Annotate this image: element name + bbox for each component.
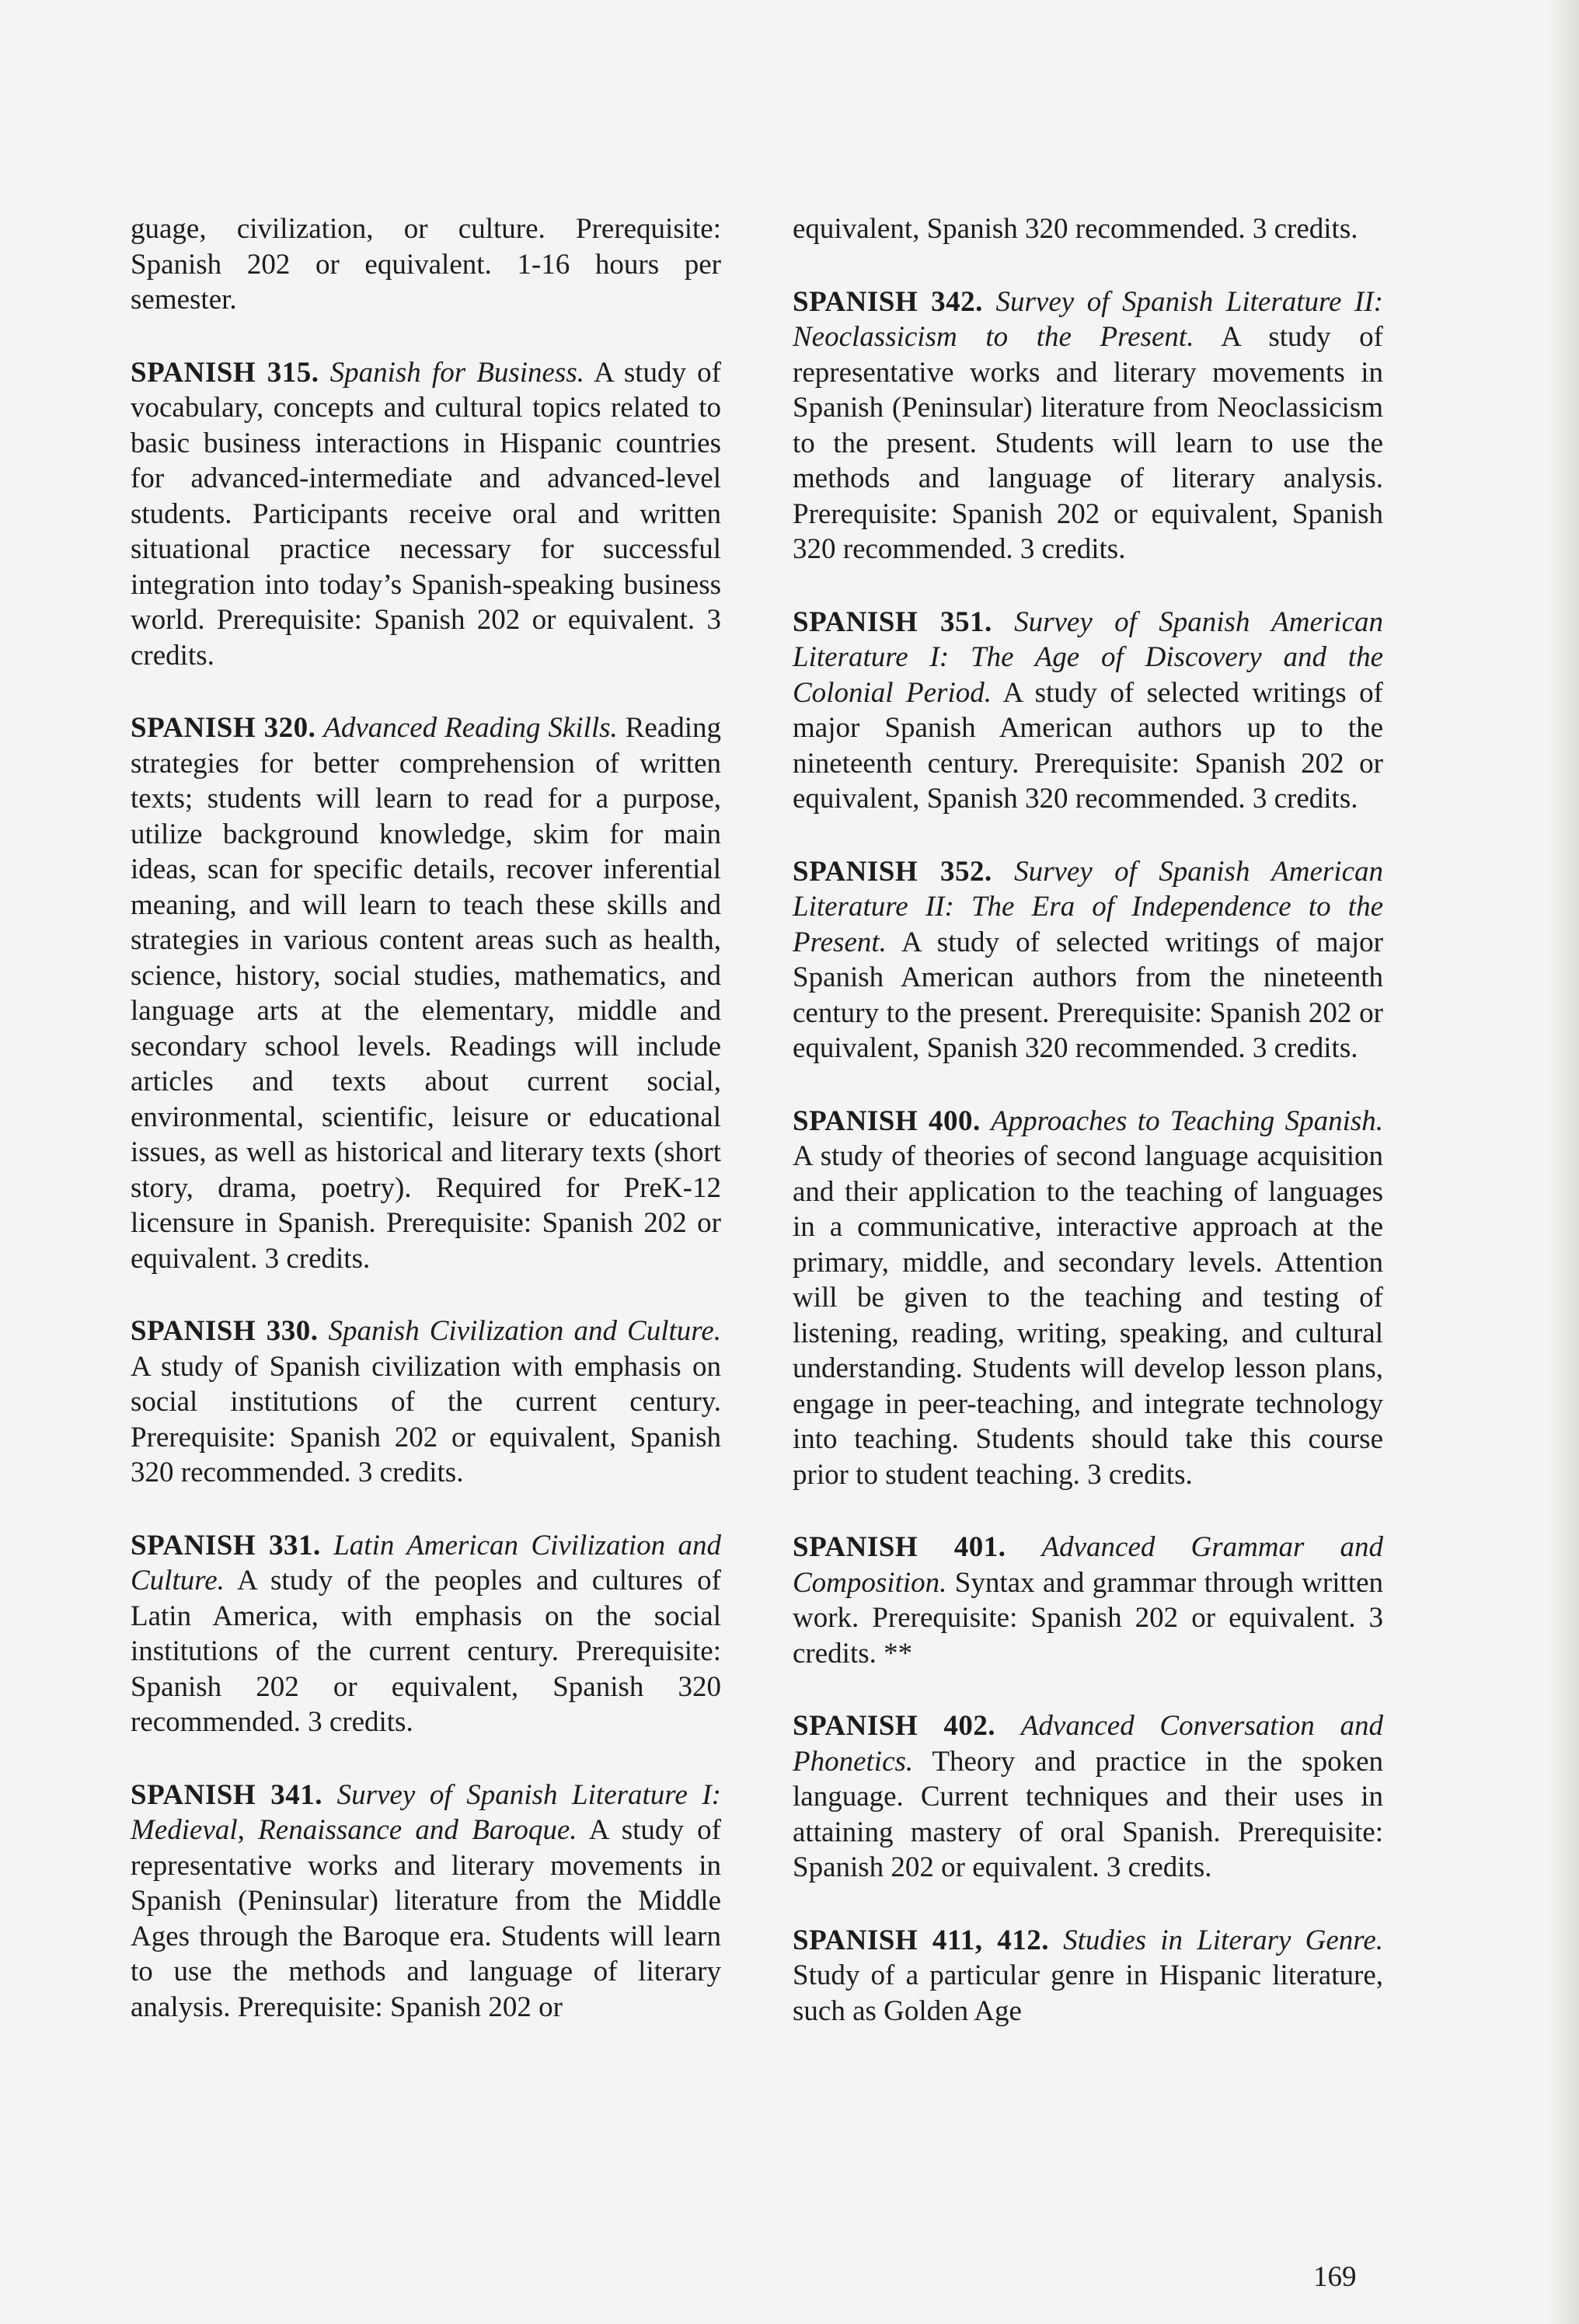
right-column [793, 211, 1383, 2066]
course-code: SPANISH 342. [793, 285, 983, 318]
entry-text: guage, civilization, or culture. Prerequisite: Spanish 202 or equivalent. 1-16 hours per semester. [131, 213, 721, 316]
course-description: A study of theories of second language acquisition and their application to the teaching of languages in a communicative, interactive approach at the primary, middle, and secondary levels. Attention will be given to the teaching and testing of listening, reading, writing, speaking, and cultural understanding. Students will develop lesson plans, engage in peer-teaching, and integrate technology into teaching. Students should take this course prior to student teaching. 3 credits. [793, 1140, 1383, 1491]
course-description: A study of selected writings of major Spanish American authors up to the nineteenth century. Prerequisite: Spanish 202 or equivalent, Spanish 320 recommended. 3 credits. [793, 676, 1383, 815]
course-code: SPANISH 411, 412. [793, 1924, 1049, 1956]
course-title: Survey of Spanish Literature II: Neoclassicism to the Present. [793, 285, 1383, 353]
course-title: Latin American Civilization and Culture. [131, 1529, 721, 1596]
course-code: SPANISH 315. [131, 356, 319, 389]
course-entry-spanish-351 [793, 605, 1383, 817]
course-entry-spanish-342 [793, 284, 1383, 567]
course-entry-spanish-320 [131, 710, 721, 1276]
course-entry-spanish-331 [131, 1528, 721, 1740]
course-entry-spanish-411-412 [793, 1923, 1383, 2029]
course-title: Survey of Spanish American Literature II: The Era of Independence to the Present. [793, 855, 1383, 958]
course-entry-spanish-315 [131, 355, 721, 674]
course-code: SPANISH 352. [793, 855, 992, 888]
course-title: Advanced Reading Skills. [323, 712, 618, 744]
course-code: SPANISH 331. [131, 1529, 321, 1562]
course-description: Theory and practice in the spoken language. Current techniques and their uses in attaining mastery of oral Spanish. Prerequisite: Spanish 202 or equivalent. 3 credits. [793, 1745, 1383, 1883]
course-code: SPANISH 320. [131, 712, 316, 744]
course-description: A study of the peoples and cultures of Latin America, with emphasis on the social institutions of the current century. Prerequisite: Spanish 202 or equivalent, Spanish 320 recommended. 3 credits. [131, 1565, 721, 1738]
course-title: Spanish Civilization and Culture. [328, 1315, 721, 1347]
course-title: Survey of Spanish American Literature I: The Age of Discovery and the Colonial Period. [793, 605, 1383, 709]
continued-entry [793, 211, 1383, 247]
course-code: SPANISH 341. [131, 1778, 322, 1811]
course-title: Approaches to Teaching Spanish. [991, 1104, 1383, 1137]
course-description: Study of a particular genre in Hispanic literature, such as Golden Age [793, 1959, 1383, 2027]
course-description: Reading strategies for better comprehension of written texts; students will learn to read for a purpose, utilize background knowledge, skim for main ideas, scan for specific details, recover inferential meaning, and will learn to teach these skills and strategies in various content areas such as health, science, history, social studies, mathematics, and language arts at the elementary, middle and secondary school levels. Readings will include articles and texts about current social, environmental, scientific, leisure or educational issues, as well as historical and literary texts (short story, drama, poetry). Required for PreK-12 licensure in Spanish. Prerequisite: Spanish 202 or equivalent. 3 credits. [131, 712, 722, 1275]
course-description: A study of representative works and literary movements in Spanish (Peninsular) literature from Neoclassicism to the present. Students will learn to use the methods and language of literary analysis. Prerequisite: Spanish 202 or equivalent, Spanish 320 recommended. 3 credits. [793, 321, 1383, 565]
course-title: Survey of Spanish Literature I: Medieval, Renaissance and Baroque. [131, 1778, 721, 1846]
course-title: Studies in Literary Genre. [1063, 1924, 1383, 1956]
page-number: 169 [1313, 2261, 1357, 2293]
course-code: SPANISH 402. [793, 1710, 996, 1742]
course-code: SPANISH 401. [793, 1531, 1006, 1563]
course-code: SPANISH 330. [131, 1315, 319, 1347]
course-title: Spanish for Business. [329, 356, 584, 389]
course-entry-spanish-400 [793, 1104, 1383, 1493]
entry-text: equivalent, Spanish 320 recommended. 3 credits. [793, 213, 1358, 245]
course-title: Advanced Conversation and Phonetics. [793, 1710, 1384, 1778]
course-description: Syntax and grammar through written work. Prerequisite: Spanish 202 or equivalent. 3 credits. ** [793, 1566, 1383, 1670]
course-entry-spanish-352 [793, 854, 1383, 1066]
left-column [131, 211, 721, 2062]
course-description: A study of representative works and literary movements in Spanish (Peninsular) literature from the Middle Ages through the Baroque era. Students will learn to use the methods and language of literary analysis. Prerequisite: Spanish 202 or [131, 1814, 721, 2023]
course-description: A study of vocabulary, concepts and cultural topics related to basic business interactions in Hispanic countries for advanced-intermediate and advanced-level students. Participants receive oral and written situational practice necessary for successful integration into today’s Spanish-speaking business world. Prerequisite: Spanish 202 or equivalent. 3 credits. [131, 356, 721, 672]
course-code: SPANISH 400. [793, 1104, 981, 1137]
course-title: Advanced Grammar and Composition. [793, 1531, 1383, 1599]
course-description: A study of Spanish civilization with emphasis on social institutions of the current century. Prerequisite: Spanish 202 or equivalent, Spanish 320 recommended. 3 credits. [131, 1350, 721, 1488]
course-entry-spanish-341 [131, 1778, 721, 2026]
course-description: A study of selected writings of major Spanish American authors from the nineteenth century to the present. Prerequisite: Spanish 202 or equivalent, Spanish 320 recommended. 3 credits. [793, 926, 1383, 1064]
continued-entry [131, 211, 721, 318]
course-entry-spanish-401 [793, 1530, 1383, 1671]
page-edge-shadow [1548, 0, 1579, 2324]
course-code: SPANISH 351. [793, 605, 992, 638]
course-entry-spanish-330 [131, 1314, 721, 1491]
course-entry-spanish-402 [793, 1708, 1383, 1886]
